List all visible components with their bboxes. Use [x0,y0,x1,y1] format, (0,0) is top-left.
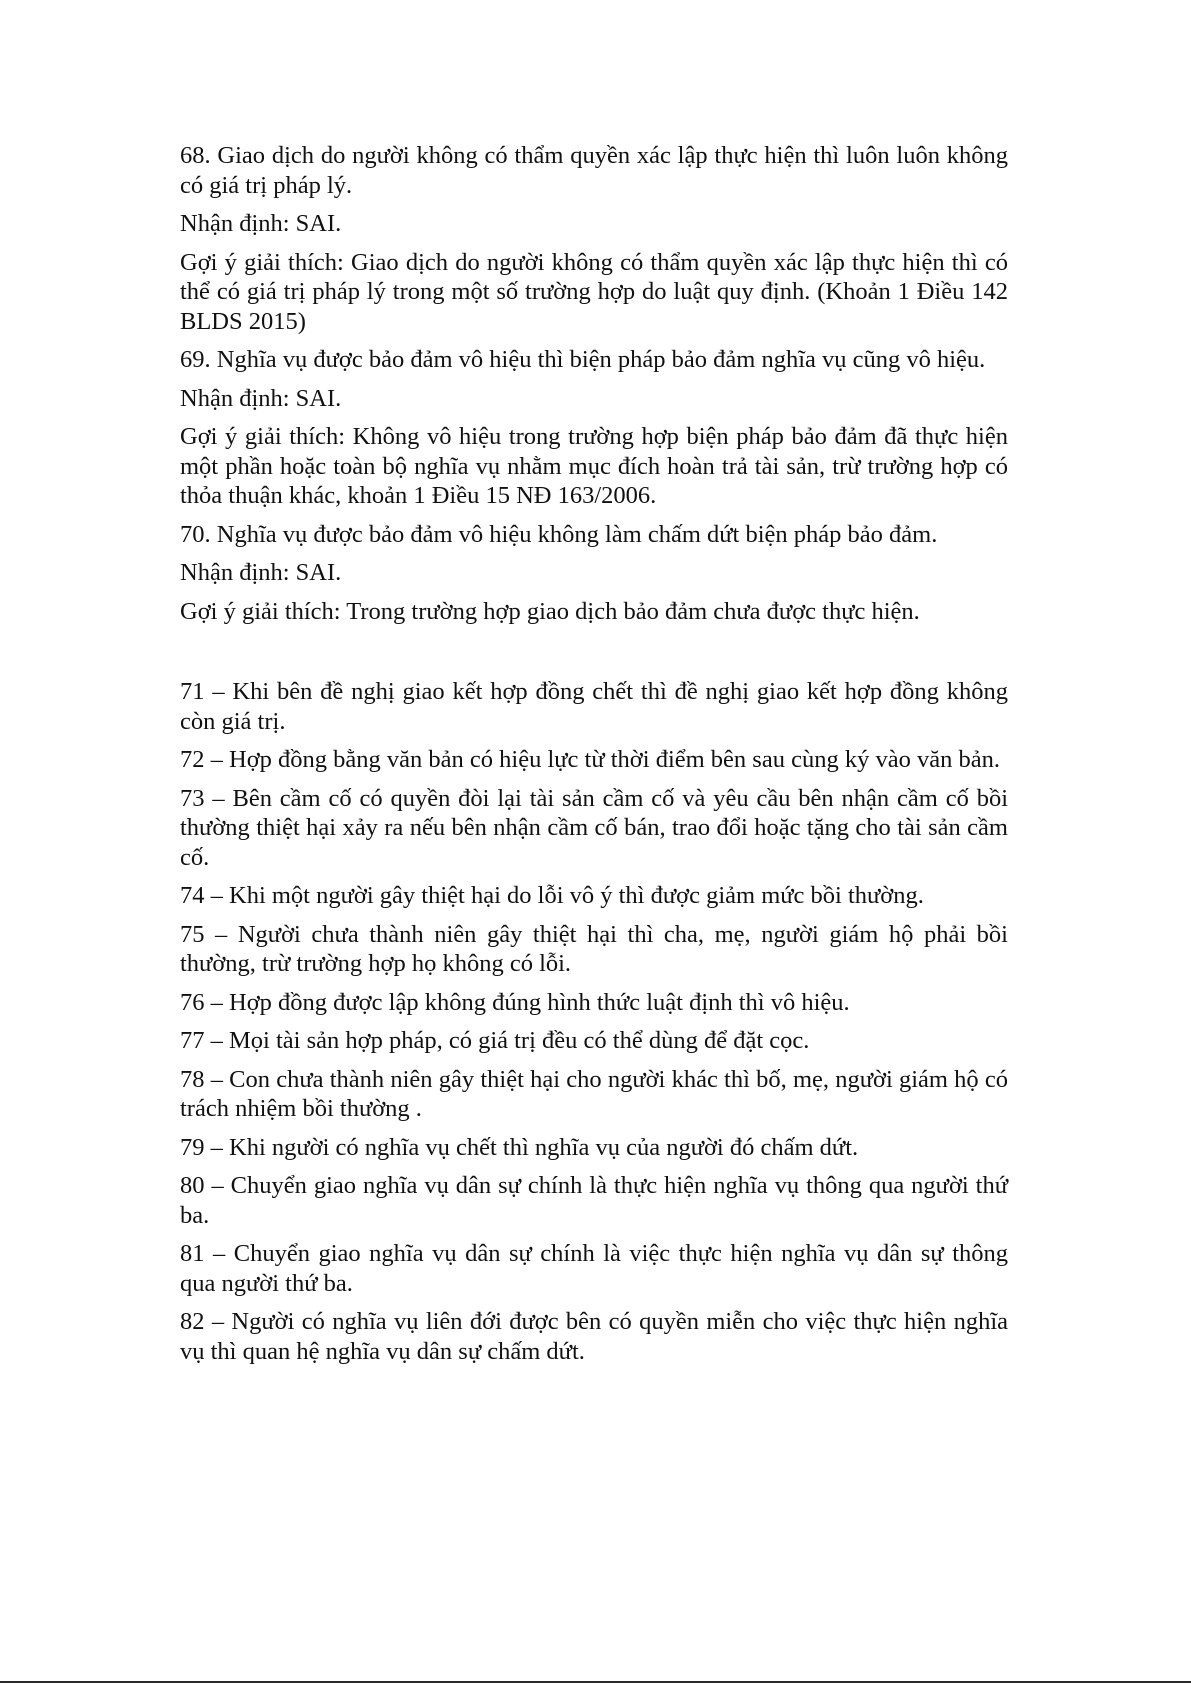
verdict-69: Nhận định: SAI. [180,384,342,412]
statement-82: 82 – Người có nghĩa vụ liên đới được bên có quyền miễn cho việc thực hiện nghĩa vụ thì quan hệ nghĩa vụ dân sự chấm dứt. [180,1308,1008,1365]
statement-75: 75 – Người chưa thành niên gây thiệt hại thì cha, mẹ, người giám hộ phải bồi thường, trừ trường hợp họ không có lỗi. [180,920,1008,977]
statement-74: 74 – Khi một người gây thiệt hại do lỗi vô ý thì được giảm mức bồi thường. [180,882,924,909]
explanation-69: Gợi ý giải thích: Không vô hiệu trong trường hợp biện pháp bảo đảm đã thực hiện một phần hoặc toàn bộ nghĩa vụ nhằm mục đích hoàn trả tài sản, trừ trường hợp có thỏa thuận khác, khoản 1 Điều 15 NĐ 163/2006. [180,423,1008,509]
question-69: 69. Nghĩa vụ được bảo đảm vô hiệu thì biện pháp bảo đảm nghĩa vụ cũng vô hiệu. [180,346,986,373]
page-bottom-rule [0,1681,1191,1683]
statement-79: 79 – Khi người có nghĩa vụ chết thì nghĩa vụ của người đó chấm dứt. [180,1133,859,1161]
statement-80: 80 – Chuyển giao nghĩa vụ dân sự chính là thực hiện nghĩa vụ thông qua người thứ ba. [180,1172,1008,1229]
statement-71: 71 – Khi bên đề nghị giao kết hợp đồng chết thì đề nghị giao kết hợp đồng không còn giá trị. [180,678,1008,735]
section-gap [180,635,1008,677]
verdict-68: Nhận định: SAI. [180,210,342,237]
statement-78: 78 – Con chưa thành niên gây thiệt hại cho người khác thì bố, mẹ, người giám hộ có trách nhiệm bồi thường . [180,1065,1008,1122]
statement-76: 76 – Hợp đồng được lập không đúng hình thức luật định thì vô hiệu. [180,988,850,1016]
question-68: 68. Giao dịch do người không có thẩm quyền xác lập thực hiện thì luôn luôn không có giá trị pháp lý. [180,142,1008,199]
document-body [180,141,1008,1375]
statement-72: 72 – Hợp đồng bằng văn bản có hiệu lực từ thời điểm bên sau cùng ký vào văn bản. [180,746,1000,773]
question-70: 70. Nghĩa vụ được bảo đảm vô hiệu không làm chấm dứt biện pháp bảo đảm. [180,520,938,548]
explanation-70: Gợi ý giải thích: Trong trường hợp giao dịch bảo đảm chưa được thực hiện. [180,597,920,625]
statement-77: 77 – Mọi tài sản hợp pháp, có giá trị đều có thể dùng để đặt cọc. [180,1027,810,1054]
explanation-68: Gợi ý giải thích: Giao dịch do người không có thẩm quyền xác lập thực hiện thì có thể có giá trị pháp lý trong một số trường hợp do luật quy định. (Khoản 1 Điều 142 BLDS 2015) [180,248,1008,335]
verdict-70: Nhận định: SAI. [180,559,342,586]
statement-81: 81 – Chuyển giao nghĩa vụ dân sự chính là việc thực hiện nghĩa vụ dân sự thông qua người thứ ba. [180,1240,1008,1297]
statement-73: 73 – Bên cầm cố có quyền đòi lại tài sản cầm cố và yêu cầu bên nhận cầm cố bồi thường thiệt hại xảy ra nếu bên nhận cầm cố bán, trao đổi hoặc tặng cho tài sản cầm cố. [180,784,1008,871]
